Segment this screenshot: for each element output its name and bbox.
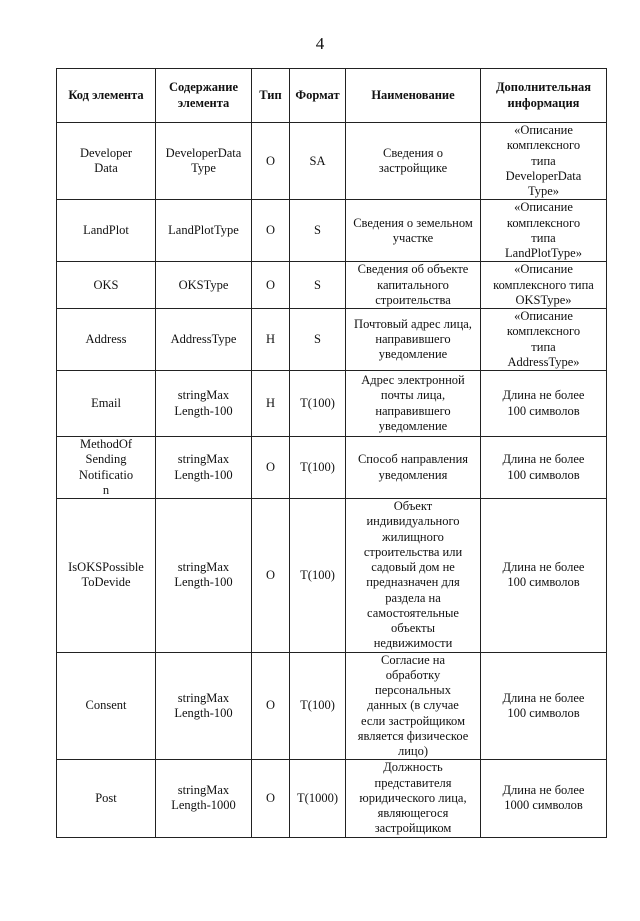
element-spec-table bbox=[56, 68, 607, 838]
cell-name: Согласие на обработку персональных данных (в случае если застройщиком является физическое лицо) bbox=[346, 652, 481, 760]
cell-name: Объект индивидуального жилищного строительства или садовый дом не предназначен для раздела на самостоятельные объекты недвижимости bbox=[346, 499, 481, 653]
cell-additional-info: Длина не более 100 символов bbox=[481, 371, 607, 437]
cell-name: Должность представителя юридического лица, являющегося застройщиком bbox=[346, 760, 481, 837]
table-row bbox=[57, 437, 607, 499]
cell-element-code: MethodOf Sending Notification bbox=[57, 437, 156, 499]
cell-element-code: IsOKSPossible ToDevide bbox=[57, 499, 156, 653]
cell-element-code: Post bbox=[57, 760, 156, 837]
cell-type: О bbox=[252, 123, 290, 200]
cell-additional-info: Длина не более 100 символов bbox=[481, 437, 607, 499]
cell-element-content: stringMax Length-100 bbox=[156, 371, 252, 437]
cell-format: T(100) bbox=[290, 437, 346, 499]
header-element-code: Код элемента bbox=[57, 69, 156, 123]
cell-additional-info: Длина не более 100 символов bbox=[481, 499, 607, 653]
cell-additional-info: «Описание комплексного типа DeveloperData Type» bbox=[481, 123, 607, 200]
cell-element-content: AddressType bbox=[156, 309, 252, 371]
table-row bbox=[57, 123, 607, 200]
cell-element-code: LandPlot bbox=[57, 200, 156, 262]
table-row bbox=[57, 262, 607, 309]
cell-additional-info: «Описание комплексного типа AddressType» bbox=[481, 309, 607, 371]
table-row bbox=[57, 309, 607, 371]
cell-element-code: Email bbox=[57, 371, 156, 437]
cell-name: Сведения об объекте капитального строительства bbox=[346, 262, 481, 309]
cell-name: Адрес электронной почты лица, направившего уведомление bbox=[346, 371, 481, 437]
cell-format: T(100) bbox=[290, 652, 346, 760]
cell-element-content: OKSType bbox=[156, 262, 252, 309]
cell-format: S bbox=[290, 262, 346, 309]
table-row bbox=[57, 760, 607, 837]
header-additional-info: Дополнительная информация bbox=[481, 69, 607, 123]
header-name: Наименование bbox=[346, 69, 481, 123]
table-row bbox=[57, 652, 607, 760]
cell-format: S bbox=[290, 200, 346, 262]
cell-format: T(1000) bbox=[290, 760, 346, 837]
cell-name: Сведения о земельном участке bbox=[346, 200, 481, 262]
cell-additional-info: «Описание комплексного типа OKSType» bbox=[481, 262, 607, 309]
table-header-row bbox=[57, 69, 607, 123]
cell-element-content: LandPlotType bbox=[156, 200, 252, 262]
cell-type: О bbox=[252, 262, 290, 309]
cell-format: T(100) bbox=[290, 499, 346, 653]
cell-name: Способ направления уведомления bbox=[346, 437, 481, 499]
cell-format: SA bbox=[290, 123, 346, 200]
cell-name: Сведения о застройщике bbox=[346, 123, 481, 200]
cell-type: О bbox=[252, 200, 290, 262]
cell-type: О bbox=[252, 437, 290, 499]
header-element-content: Содержание элемента bbox=[156, 69, 252, 123]
cell-element-content: stringMax Length-100 bbox=[156, 437, 252, 499]
cell-element-code: DeveloperData bbox=[57, 123, 156, 200]
table-row bbox=[57, 200, 607, 262]
cell-element-code: Consent bbox=[57, 652, 156, 760]
cell-type: О bbox=[252, 652, 290, 760]
cell-format: T(100) bbox=[290, 371, 346, 437]
table-row bbox=[57, 371, 607, 437]
cell-type: О bbox=[252, 760, 290, 837]
cell-additional-info: Длина не более 100 символов bbox=[481, 652, 607, 760]
cell-name: Почтовый адрес лица, направившего уведомление bbox=[346, 309, 481, 371]
page-number: 4 bbox=[315, 34, 325, 53]
cell-additional-info: «Описание комплексного типа LandPlotType» bbox=[481, 200, 607, 262]
cell-element-content: stringMax Length-1000 bbox=[156, 760, 252, 837]
cell-type: Н bbox=[252, 309, 290, 371]
cell-type: Н bbox=[252, 371, 290, 437]
cell-format: S bbox=[290, 309, 346, 371]
header-format: Формат bbox=[290, 69, 346, 123]
cell-element-content: stringMax Length-100 bbox=[156, 652, 252, 760]
cell-element-code: OKS bbox=[57, 262, 156, 309]
cell-element-content: DeveloperData Type bbox=[156, 123, 252, 200]
header-type: Тип bbox=[252, 69, 290, 123]
cell-type: О bbox=[252, 499, 290, 653]
cell-element-code: Address bbox=[57, 309, 156, 371]
cell-element-content: stringMax Length-100 bbox=[156, 499, 252, 653]
table-row bbox=[57, 499, 607, 653]
cell-additional-info: Длина не более 1000 символов bbox=[481, 760, 607, 837]
